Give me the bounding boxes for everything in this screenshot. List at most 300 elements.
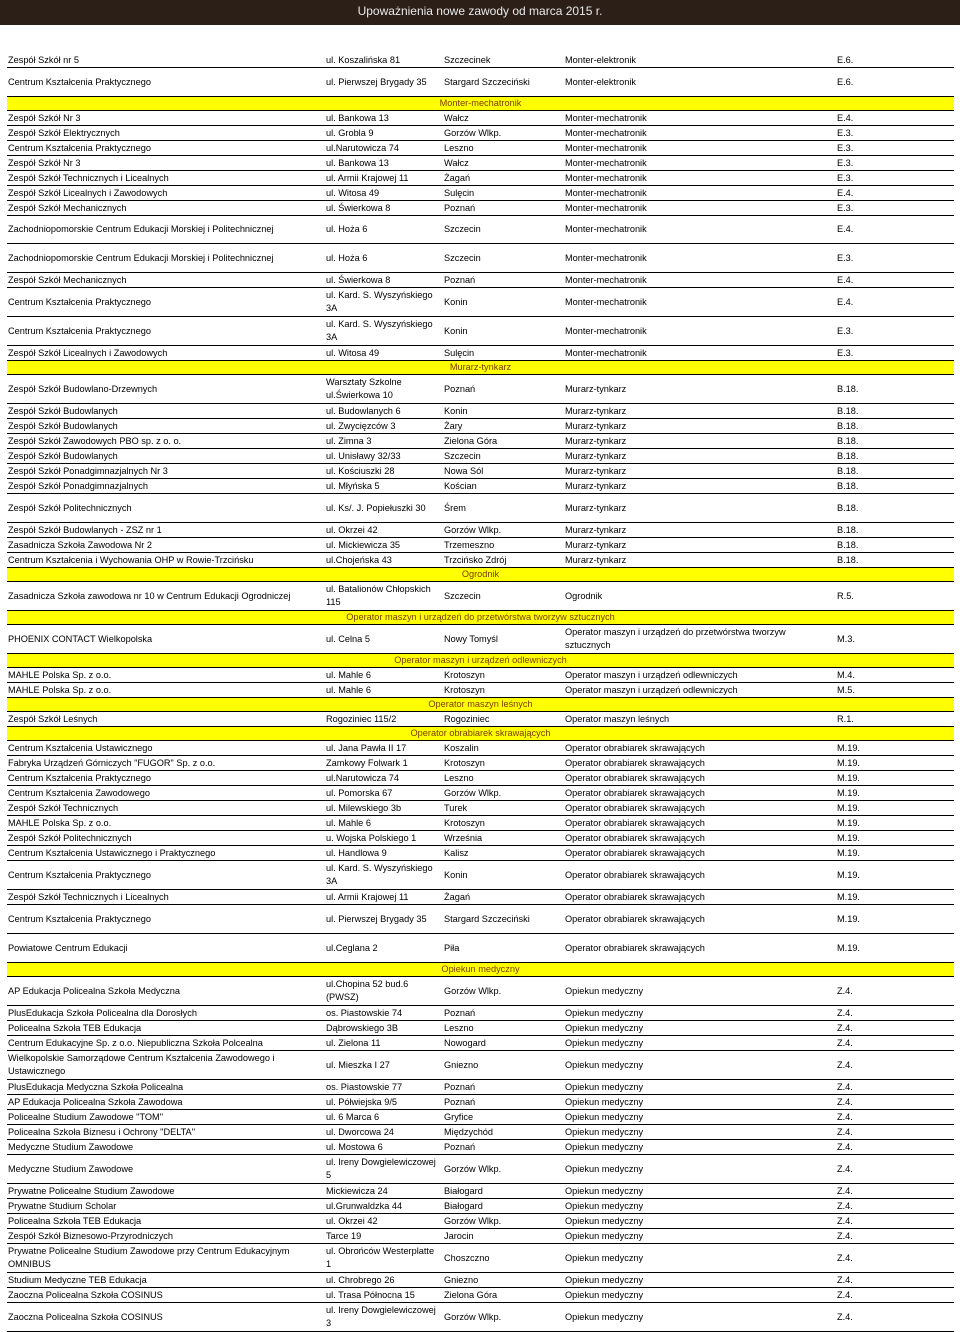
- table-row: [7, 141, 954, 156]
- profession-cell: Operator obrabiarek skrawających: [565, 757, 705, 768]
- institution-cell: Zachodniopomorskie Centrum Edukacji Morskiej i Politechnicznej: [8, 224, 274, 234]
- address-cell: ul. Pierwszej Brygady 35: [326, 913, 427, 924]
- table-row: [7, 288, 954, 317]
- table-row: [7, 216, 954, 244]
- address-cell: ul. Budowlanych 6: [326, 405, 401, 416]
- section-header: [7, 727, 954, 741]
- table-row: [7, 1036, 954, 1051]
- address-cell: ul. Kościuszki 28: [326, 465, 395, 476]
- table-row: [7, 712, 954, 727]
- code-cell: R.1.: [837, 713, 854, 724]
- table-row: [7, 111, 954, 126]
- code-cell: Z.4.: [837, 1185, 853, 1196]
- profession-cell: Opiekun medyczny: [565, 1007, 644, 1018]
- institution-cell: PlusEdukacja Szkoła Policealna dla Dorosłych: [8, 1007, 197, 1018]
- institution-cell: Zaoczna Policealna Szkoła COSINUS: [8, 1289, 163, 1300]
- section-header: [7, 97, 954, 111]
- address-cell: Warsztaty Szkolne ul.Świerkowa 10: [326, 377, 402, 400]
- address-cell: ul. Hoża 6: [326, 224, 368, 234]
- city-cell: Gorzów Wlkp.: [444, 985, 502, 996]
- code-cell: B.18.: [837, 435, 859, 446]
- institution-cell: Centrum Kształcenia Ustawicznego i Praktycznego: [8, 847, 216, 858]
- address-cell: ul.Chojeńska 43: [326, 554, 392, 565]
- city-cell: Wałcz: [444, 157, 469, 168]
- code-cell: M.19.: [837, 772, 860, 783]
- city-cell: Szczecinek: [444, 54, 491, 65]
- table-row: [7, 201, 954, 216]
- table-row: [7, 1199, 954, 1214]
- city-cell: Żagań: [444, 891, 471, 902]
- city-cell: Poznań: [444, 1141, 476, 1152]
- institution-cell: Centrum Edukacyjne Sp. z o.o. Niepubliczna Szkoła Polcealna: [8, 1037, 263, 1048]
- profession-cell: Murarz-tynkarz: [565, 420, 627, 431]
- address-cell: ul. Milewskiego 3b: [326, 802, 402, 813]
- address-cell: Mickiewicza 24: [326, 1185, 388, 1196]
- code-cell: Z.4.: [837, 1230, 853, 1241]
- address-cell: ul. Ireny Dowgielewiczowej 3: [326, 1305, 436, 1328]
- profession-cell: Monter-elektronik: [565, 54, 636, 65]
- profession-cell: Opiekun medyczny: [565, 1081, 644, 1092]
- table-row: [7, 464, 954, 479]
- code-cell: M.19.: [837, 832, 860, 843]
- profession-cell: Operator obrabiarek skrawających: [565, 869, 705, 880]
- profession-cell: Monter-mechatronik: [565, 172, 647, 183]
- profession-cell: Monter-mechatronik: [565, 187, 647, 198]
- city-cell: Gorzów Wlkp.: [444, 127, 502, 138]
- address-cell: ul. Armii Krajowej 11: [326, 891, 409, 902]
- code-cell: B.18.: [837, 502, 859, 513]
- address-cell: ul. Mahle 6: [326, 669, 371, 680]
- city-cell: Turek: [444, 802, 468, 813]
- city-cell: Śrem: [444, 502, 466, 513]
- code-cell: E.4.: [837, 224, 854, 234]
- city-cell: Gorzów Wlkp.: [444, 524, 502, 535]
- table-row: [7, 419, 954, 434]
- code-cell: M.19.: [837, 802, 860, 813]
- profession-cell: Opiekun medyczny: [565, 1111, 644, 1122]
- institution-cell: MAHLE Polska Sp. z o.o.: [8, 817, 112, 828]
- address-cell: ul.Grunwaldzka 44: [326, 1200, 403, 1211]
- table-row: [7, 905, 954, 934]
- address-cell: os. Piastowskie 74: [326, 1007, 403, 1018]
- institution-cell: Zespół Szkół Budowlanych - ZSZ nr 1: [8, 524, 162, 535]
- profession-cell: Murarz-tynkarz: [565, 465, 627, 476]
- address-cell: ul.Ceglana 2: [326, 942, 378, 953]
- address-cell: ul. Świerkowa 8: [326, 274, 391, 285]
- table-row: [7, 1125, 954, 1140]
- city-cell: Gorzów Wlkp.: [444, 1163, 502, 1174]
- institution-cell: Centrum Kształcenia Praktycznego: [8, 296, 151, 307]
- code-cell: E.3.: [837, 172, 854, 183]
- code-cell: Z.4.: [837, 1215, 853, 1226]
- code-cell: B.18.: [837, 405, 859, 416]
- table-row: [7, 1288, 954, 1303]
- city-cell: Choszczno: [444, 1252, 490, 1263]
- institution-cell: Prywatne Studium Scholar: [8, 1200, 117, 1211]
- code-cell: Z.4.: [837, 1037, 853, 1048]
- code-cell: Z.4.: [837, 1141, 853, 1152]
- profession-cell: Monter-mechatronik: [565, 224, 647, 234]
- table-row: [7, 582, 954, 611]
- institution-cell: Zespół Szkół Biznesowo-Przyrodniczych: [8, 1230, 173, 1241]
- code-cell: E.4.: [837, 187, 854, 198]
- code-cell: B.18.: [837, 383, 859, 394]
- address-cell: ul. Kard. S. Wyszyńskiego 3A: [326, 290, 433, 313]
- city-cell: Leszno: [444, 772, 474, 783]
- table-row: [7, 494, 954, 523]
- table-row: [7, 1155, 954, 1184]
- table-row: [7, 1214, 954, 1229]
- code-cell: M.19.: [837, 913, 860, 924]
- code-cell: Z.4.: [837, 1274, 853, 1285]
- city-cell: Szczecin: [444, 450, 481, 461]
- institution-cell: Wielkopolskie Samorządowe Centrum Kształcenia Zawodowego i Ustawicznego: [8, 1053, 275, 1076]
- profession-cell: Murarz-tynkarz: [565, 480, 627, 491]
- institution-cell: Powiatowe Centrum Edukacji: [8, 942, 128, 953]
- code-cell: M.19.: [837, 817, 860, 828]
- table-row: [7, 1273, 954, 1288]
- city-cell: Poznań: [444, 1081, 476, 1092]
- section-title: Operator maszyn i urządzeń do przetwórstwa tworzyw sztucznych: [346, 612, 615, 622]
- code-cell: Z.4.: [837, 1163, 853, 1174]
- code-cell: B.18.: [837, 450, 859, 461]
- profession-cell: Opiekun medyczny: [565, 1022, 644, 1033]
- city-cell: Krotoszyn: [444, 684, 485, 695]
- code-cell: Z.4.: [837, 1200, 853, 1211]
- city-cell: Zielona Góra: [444, 1289, 498, 1300]
- profession-cell: Operator obrabiarek skrawających: [565, 847, 705, 858]
- institution-cell: Centrum Kształcenia Praktycznego: [8, 772, 151, 783]
- profession-cell: Murarz-tynkarz: [565, 405, 627, 416]
- profession-cell: Operator maszyn i urządzeń odlewniczych: [565, 669, 738, 680]
- code-cell: Z.4.: [837, 1289, 853, 1300]
- address-cell: ul. Pomorska 67: [326, 787, 393, 798]
- address-cell: ul. Trasa Północna 15: [326, 1289, 415, 1300]
- code-cell: B.18.: [837, 480, 859, 491]
- profession-cell: Operator obrabiarek skrawających: [565, 742, 705, 753]
- code-cell: M.19.: [837, 869, 860, 880]
- profession-cell: Opiekun medyczny: [565, 1215, 644, 1226]
- profession-cell: Opiekun medyczny: [565, 985, 644, 996]
- code-cell: Z.4.: [837, 1252, 853, 1263]
- code-cell: Z.4.: [837, 1081, 853, 1092]
- section-header: [7, 568, 954, 582]
- profession-cell: Murarz-tynkarz: [565, 450, 627, 461]
- code-cell: E.3.: [837, 157, 854, 168]
- code-cell: Z.4.: [837, 1096, 853, 1107]
- address-cell: ul.Narutowicza 74: [326, 142, 400, 153]
- institution-cell: Zespół Szkół Ponadgimnazjalnych: [8, 480, 148, 491]
- section-header: [7, 963, 954, 977]
- table-row: [7, 625, 954, 654]
- table-row: [7, 668, 954, 683]
- address-cell: ul. Witosa 49: [326, 187, 380, 198]
- code-cell: Z.4.: [837, 1126, 853, 1137]
- profession-cell: Opiekun medyczny: [565, 1037, 644, 1048]
- table-row: [7, 1244, 954, 1273]
- code-cell: Z.4.: [837, 1311, 853, 1322]
- profession-cell: Opiekun medyczny: [565, 1200, 644, 1211]
- institution-cell: Zespół Szkół Zawodowych PBO sp. z o. o.: [8, 435, 182, 446]
- address-cell: ul. Okrzei 42: [326, 1215, 378, 1226]
- table-row: [7, 1006, 954, 1021]
- profession-cell: Murarz-tynkarz: [565, 502, 627, 513]
- address-cell: ul. Kard. S. Wyszyńskiego 3A: [326, 319, 433, 342]
- profession-cell: Opiekun medyczny: [565, 1289, 644, 1300]
- code-cell: M.19.: [837, 787, 860, 798]
- institution-cell: Zespół Szkół Budowlanych: [8, 405, 118, 416]
- address-cell: ul. Handlowa 9: [326, 847, 387, 858]
- code-cell: E.3.: [837, 252, 854, 263]
- profession-cell: Operator obrabiarek skrawających: [565, 942, 705, 953]
- table-row: [7, 846, 954, 861]
- city-cell: Trzcińsko Zdrój: [444, 554, 507, 565]
- table-row: [7, 1080, 954, 1095]
- institution-cell: Zachodniopomorskie Centrum Edukacji Morskiej i Politechnicznej: [8, 252, 274, 263]
- city-cell: Białogard: [444, 1185, 483, 1196]
- address-cell: ul. Mieszka I 27: [326, 1059, 390, 1070]
- section-title: Operator maszyn leśnych: [428, 699, 533, 709]
- address-cell: ul. Pierwszej Brygady 35: [326, 76, 427, 87]
- city-cell: Sulęcin: [444, 347, 475, 358]
- table-row: [7, 786, 954, 801]
- profession-cell: Murarz-tynkarz: [565, 383, 627, 394]
- profession-cell: Monter-mechatronik: [565, 347, 647, 358]
- table-row: [7, 553, 954, 568]
- city-cell: Stargard Szczeciński: [444, 913, 530, 924]
- city-cell: Gniezno: [444, 1059, 479, 1070]
- profession-cell: Operator obrabiarek skrawających: [565, 787, 705, 798]
- code-cell: E.3.: [837, 202, 854, 213]
- city-cell: Konin: [444, 296, 468, 307]
- address-cell: os. Piastowskie 77: [326, 1081, 403, 1092]
- address-cell: ul. Unisławy 32/33: [326, 450, 401, 461]
- address-cell: ul. Batalionów Chłopskich 115: [326, 584, 431, 607]
- city-cell: Gryfice: [444, 1111, 474, 1122]
- address-cell: ul. Witosa 49: [326, 347, 380, 358]
- profession-cell: Monter-mechatronik: [565, 325, 647, 336]
- code-cell: M.19.: [837, 742, 860, 753]
- code-cell: B.18.: [837, 524, 859, 535]
- code-cell: E.3.: [837, 142, 854, 153]
- table-row: [7, 538, 954, 553]
- city-cell: Poznań: [444, 383, 476, 394]
- table-row: [7, 1021, 954, 1036]
- table-row: [7, 1051, 954, 1080]
- city-cell: Leszno: [444, 142, 474, 153]
- city-cell: Konin: [444, 405, 468, 416]
- address-cell: ul. Kard. S. Wyszyńskiego 3A: [326, 863, 433, 886]
- address-cell: ul. Ks/. J. Popiełuszki 30: [326, 502, 426, 513]
- institution-cell: Centrum Kształcenia Praktycznego: [8, 76, 151, 87]
- table-row: [7, 317, 954, 346]
- profession-cell: Monter-mechatronik: [565, 127, 647, 138]
- institution-cell: Medyczne Studium Zawodowe: [8, 1163, 134, 1174]
- city-cell: Rogoziniec: [444, 713, 490, 724]
- profession-cell: Monter-elektronik: [565, 76, 636, 87]
- code-cell: M.19.: [837, 847, 860, 858]
- institution-cell: Centrum Kształcenia Praktycznego: [8, 142, 151, 153]
- code-cell: Z.4.: [837, 1111, 853, 1122]
- table-row: [7, 273, 954, 288]
- table-row: [7, 434, 954, 449]
- code-cell: B.18.: [837, 539, 859, 550]
- code-cell: M.3.: [837, 633, 855, 644]
- profession-cell: Opiekun medyczny: [565, 1230, 644, 1241]
- institution-cell: Centrum Kształcenia Ustawicznego: [8, 742, 153, 753]
- institution-cell: Zasadnicza Szkoła zawodowa nr 10 w Centrum Edukacji Ogrodniczej: [8, 590, 291, 601]
- table-row: [7, 816, 954, 831]
- city-cell: Gorzów Wlkp.: [444, 1215, 502, 1226]
- city-cell: Żary: [444, 420, 463, 431]
- profession-cell: Murarz-tynkarz: [565, 539, 627, 550]
- city-cell: Stargard Szczeciński: [444, 76, 530, 87]
- profession-cell: Operator maszyn i urządzeń odlewniczych: [565, 684, 738, 695]
- code-cell: E.4.: [837, 112, 854, 123]
- profession-cell: Opiekun medyczny: [565, 1274, 644, 1285]
- table-row: [7, 375, 954, 404]
- address-cell: ul. Mahle 6: [326, 684, 371, 695]
- profession-cell: Opiekun medyczny: [565, 1059, 644, 1070]
- code-cell: Z.4.: [837, 1059, 853, 1070]
- city-cell: Szczecin: [444, 224, 481, 234]
- code-cell: M.19.: [837, 942, 860, 953]
- city-cell: Poznań: [444, 274, 476, 285]
- table-row: [7, 771, 954, 786]
- address-cell: ul. Grobla 9: [326, 127, 374, 138]
- authorization-table: [7, 53, 954, 1332]
- section-header: [7, 654, 954, 668]
- institution-cell: Zespół Szkół Licealnych i Zawodowych: [8, 187, 168, 198]
- address-cell: ul. Zimna 3: [326, 435, 372, 446]
- institution-cell: Policealna Szkoła Biznesu i Ochrony "DELTA": [8, 1126, 195, 1137]
- table-row: [7, 523, 954, 538]
- institution-cell: Zespół Szkół Technicznych i Licealnych: [8, 891, 169, 902]
- institution-cell: Zespół Szkół Licealnych i Zawodowych: [8, 347, 168, 358]
- table-row: [7, 1229, 954, 1244]
- address-cell: ul. Zwycięzców 3: [326, 420, 396, 431]
- table-row: [7, 186, 954, 201]
- institution-cell: PHOENIX CONTACT Wielkopolska: [8, 633, 153, 644]
- address-cell: ul. Mahle 6: [326, 817, 371, 828]
- table-row: [7, 479, 954, 494]
- profession-cell: Operator obrabiarek skrawających: [565, 817, 705, 828]
- code-cell: M.19.: [837, 757, 860, 768]
- institution-cell: AP Edukacja Policealna Szkoła Medyczna: [8, 985, 180, 996]
- address-cell: ul. Celna 5: [326, 633, 370, 644]
- address-cell: ul. Młyńska 5: [326, 480, 380, 491]
- code-cell: E.3.: [837, 347, 854, 358]
- institution-cell: Centrum Kształcenia i Wychowania OHP w Rowie-Trzcińsku: [8, 554, 254, 565]
- profession-cell: Operator maszyn leśnych: [565, 713, 670, 724]
- institution-cell: Zespół Szkół Budowlanych: [8, 420, 118, 431]
- profession-cell: Ogrodnik: [565, 590, 603, 601]
- table-row: [7, 934, 954, 963]
- profession-cell: Monter-mechatronik: [565, 202, 647, 213]
- address-cell: ul. Armii Krajowej 11: [326, 172, 409, 183]
- table-row: [7, 756, 954, 771]
- city-cell: Poznań: [444, 1007, 476, 1018]
- code-cell: Z.4.: [837, 1022, 853, 1033]
- table-row: [7, 977, 954, 1006]
- section-header: [7, 361, 954, 375]
- city-cell: Piła: [444, 942, 460, 953]
- address-cell: ul. Koszalińska 81: [326, 54, 401, 65]
- institution-cell: Zespół Szkół Technicznych i Licealnych: [8, 172, 169, 183]
- address-cell: ul. Zielona 11: [326, 1037, 381, 1048]
- institution-cell: Zespół Szkół Elektrycznych: [8, 127, 120, 138]
- section-title: Operator maszyn i urządzeń odlewniczych: [394, 655, 567, 665]
- code-cell: B.18.: [837, 465, 859, 476]
- section-title: Opiekun medyczny: [441, 964, 520, 974]
- table-row: [7, 404, 954, 419]
- section-header: [7, 698, 954, 712]
- address-cell: ul. Półwiejska 9/5: [326, 1096, 397, 1107]
- code-cell: M.19.: [837, 891, 860, 902]
- institution-cell: PlusEdukacja Medyczna Szkoła Policealna: [8, 1081, 184, 1092]
- table-row: [7, 831, 954, 846]
- address-cell: ul. Mostowa 6: [326, 1141, 383, 1152]
- city-cell: Szczecin: [444, 252, 481, 263]
- city-cell: Gniezno: [444, 1274, 479, 1285]
- profession-cell: Opiekun medyczny: [565, 1311, 644, 1322]
- institution-cell: Medyczne Studium Zawodowe: [8, 1141, 134, 1152]
- code-cell: E.3.: [837, 325, 854, 336]
- profession-cell: Opiekun medyczny: [565, 1141, 644, 1152]
- city-cell: Jarocin: [444, 1230, 474, 1241]
- table-row: [7, 126, 954, 141]
- institution-cell: Zespół Szkół Mechanicznych: [8, 202, 127, 213]
- address-cell: ul. Okrzei 42: [326, 524, 378, 535]
- city-cell: Konin: [444, 325, 468, 336]
- city-cell: Nowa Sól: [444, 465, 484, 476]
- address-cell: ul. Obrońców Westerplatte 1: [326, 1246, 435, 1269]
- table-row: [7, 346, 954, 361]
- profession-cell: Monter-mechatronik: [565, 274, 647, 285]
- table-row: [7, 801, 954, 816]
- code-cell: Z.4.: [837, 985, 853, 996]
- city-cell: Krotoszyn: [444, 757, 485, 768]
- table-row: [7, 890, 954, 905]
- profession-cell: Opiekun medyczny: [565, 1096, 644, 1107]
- section-title: Monter-mechatronik: [439, 98, 522, 108]
- code-cell: E.4.: [837, 296, 854, 307]
- institution-cell: Zespół Szkół nr 5: [8, 54, 79, 65]
- section-title: Operator obrabiarek skrawających: [410, 728, 551, 738]
- code-cell: E.4.: [837, 274, 854, 285]
- institution-cell: Zaoczna Policealna Szkoła COSINUS: [8, 1311, 163, 1322]
- address-cell: u. Wojska Polskiego 1: [326, 832, 417, 843]
- institution-cell: MAHLE Polska Sp. z o.o.: [8, 669, 112, 680]
- institution-cell: Centrum Kształcenia Praktycznego: [8, 913, 151, 924]
- city-cell: Poznań: [444, 1096, 476, 1107]
- profession-cell: Monter-mechatronik: [565, 296, 647, 307]
- profession-cell: Monter-mechatronik: [565, 112, 647, 123]
- code-cell: E.3.: [837, 127, 854, 138]
- address-cell: Tarce 19: [326, 1230, 362, 1241]
- table-row: [7, 156, 954, 171]
- address-cell: ul. Chrobrego 26: [326, 1274, 395, 1285]
- code-cell: B.18.: [837, 420, 859, 431]
- address-cell: ul. Bankowa 13: [326, 157, 389, 168]
- city-cell: Wałcz: [444, 112, 469, 123]
- code-cell: Z.4.: [837, 1007, 853, 1018]
- profession-cell: Opiekun medyczny: [565, 1252, 644, 1263]
- profession-cell: Monter-mechatronik: [565, 252, 647, 263]
- city-cell: Gorzów Wlkp.: [444, 1311, 502, 1322]
- address-cell: Dąbrowskiego 3B: [326, 1022, 399, 1033]
- address-cell: ul. 6 Marca 6: [326, 1111, 380, 1122]
